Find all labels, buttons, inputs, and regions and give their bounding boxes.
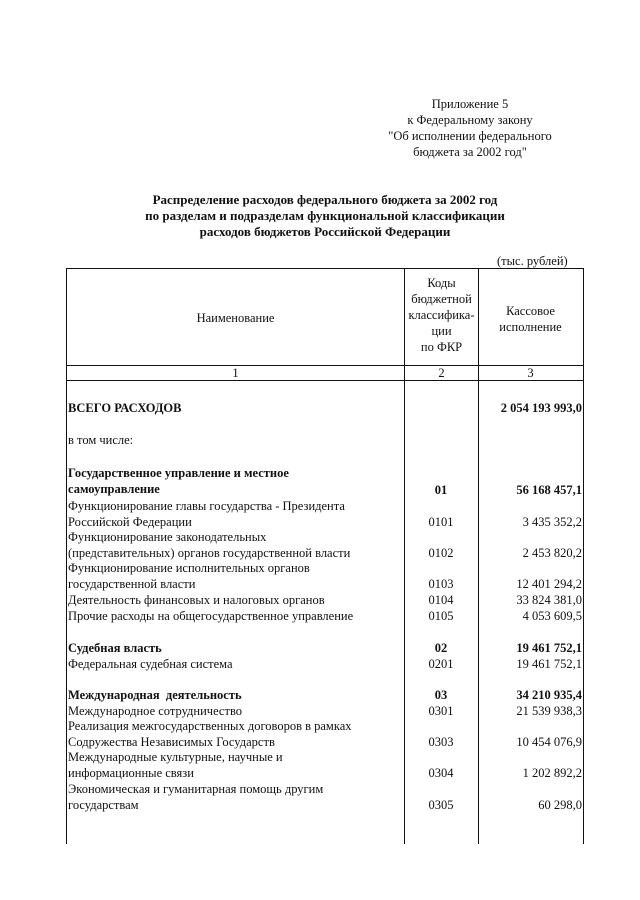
header-codes-line: ции bbox=[431, 324, 452, 338]
subsection-name-line: информационные связи bbox=[68, 765, 194, 780]
subsection-amount: 3 435 352,2 bbox=[522, 515, 582, 529]
section-code: 01 bbox=[434, 483, 448, 497]
title-line-3: расходов бюджетов Российской Федерации bbox=[199, 224, 451, 239]
section-name-line: Судебная власть bbox=[68, 641, 162, 655]
subsection-name bbox=[68, 719, 404, 750]
column-divider-2 bbox=[478, 269, 479, 844]
including-label: в том числе: bbox=[68, 433, 134, 447]
appendix-heading bbox=[370, 96, 570, 160]
subsection-code: 0104 bbox=[428, 593, 454, 607]
document-title bbox=[40, 192, 610, 240]
units-label: (тыс. рублей) bbox=[497, 254, 568, 268]
appendix-line-4: бюджета за 2002 год" bbox=[413, 145, 527, 159]
column-number-2: 2 bbox=[438, 366, 445, 380]
subsection-code: 0305 bbox=[428, 798, 454, 812]
subsection-amount: 60 298,0 bbox=[538, 798, 582, 812]
total-amount: 2 054 193 993,0 bbox=[500, 401, 582, 415]
subsection-amount: 2 453 820,2 bbox=[522, 546, 582, 560]
subsection-amount: 10 454 076,9 bbox=[516, 735, 582, 749]
column-number-1: 1 bbox=[232, 366, 239, 380]
subsection-name-line: Реализация межгосударственных договоров в рамках bbox=[68, 719, 352, 733]
appendix-line-1: Приложение 5 bbox=[431, 97, 509, 111]
header-codes-line: бюджетной bbox=[411, 292, 472, 306]
section-name-line: самоуправление bbox=[68, 481, 160, 496]
subsection-name bbox=[68, 657, 404, 673]
column-number-divider bbox=[67, 380, 583, 381]
subsection-code: 0304 bbox=[428, 766, 454, 780]
appendix-line-3: "Об исполнении федерального bbox=[388, 129, 552, 143]
section-name bbox=[68, 466, 404, 497]
subsection-name-line: Деятельность финансовых и налоговых органов bbox=[68, 593, 325, 607]
header-codes-line: Коды bbox=[427, 276, 456, 290]
subsection-name-line: Международное сотрудничество bbox=[68, 704, 243, 718]
subsection-name-line: Российской Федерации bbox=[68, 514, 192, 529]
subsection-code: 0303 bbox=[428, 735, 454, 749]
subsection-name-line: государствам bbox=[68, 797, 139, 812]
header-execution-line: Кассовое bbox=[506, 304, 555, 318]
header-execution bbox=[479, 303, 582, 335]
subsection-code: 0301 bbox=[428, 704, 454, 718]
subsection-name bbox=[68, 499, 404, 530]
subsection-name-line: Международные культурные, научные и bbox=[68, 750, 283, 764]
subsection-code: 0102 bbox=[428, 546, 454, 560]
subsection-name bbox=[68, 561, 404, 592]
subsection-name-line: Прочие расходы на общегосударственное управление bbox=[68, 609, 354, 623]
subsection-amount: 1 202 892,2 bbox=[522, 766, 582, 780]
subsection-name bbox=[68, 530, 404, 561]
subsection-amount: 21 539 938,3 bbox=[516, 704, 582, 718]
header-codes-line: по ФКР bbox=[420, 340, 463, 354]
subsection-name bbox=[68, 750, 404, 781]
subsection-name-line: Федеральная судебная система bbox=[68, 657, 233, 671]
header-execution-line: исполнение bbox=[499, 320, 562, 334]
subsection-name-line: государственной власти bbox=[68, 576, 196, 591]
subsection-amount: 4 053 609,5 bbox=[522, 609, 582, 623]
header-codes-line: классифика- bbox=[408, 308, 475, 322]
subsection-name-line: Функционирование законодательных bbox=[68, 530, 267, 544]
appendix-line-2: к Федеральному закону bbox=[407, 113, 533, 127]
subsection-code: 0101 bbox=[428, 515, 454, 529]
subsection-name-line: Экономическая и гуманитарная помощь другим bbox=[68, 782, 324, 796]
subsection-name bbox=[68, 704, 404, 720]
subsection-name-line: Функционирование исполнительных органов bbox=[68, 561, 310, 575]
subsection-name bbox=[68, 609, 404, 625]
section-name bbox=[68, 641, 404, 657]
subsection-name bbox=[68, 782, 404, 813]
section-name-line: Международная деятельность bbox=[68, 688, 242, 702]
subsection-code: 0105 bbox=[428, 609, 454, 623]
title-line-1: Распределение расходов федерального бюджета за 2002 год bbox=[152, 192, 498, 207]
section-amount: 56 168 457,1 bbox=[516, 483, 582, 497]
section-code: 03 bbox=[434, 688, 448, 702]
subsection-amount: 33 824 381,0 bbox=[516, 593, 582, 607]
section-name bbox=[68, 688, 404, 704]
subsection-amount: 12 401 294,2 bbox=[516, 577, 582, 591]
section-code: 02 bbox=[434, 641, 448, 655]
expenditure-table bbox=[66, 268, 584, 844]
subsection-name bbox=[68, 593, 404, 609]
subsection-name-line: (представительных) органов государственной власти bbox=[68, 545, 351, 560]
title-line-2: по разделам и подразделам функциональной классификации bbox=[145, 208, 505, 223]
section-amount: 19 461 752,1 bbox=[516, 641, 582, 655]
header-codes bbox=[405, 275, 478, 355]
header-name: Наименование bbox=[196, 311, 275, 325]
subsection-name-line: Содружества Независимых Государств bbox=[68, 734, 275, 749]
section-amount: 34 210 935,4 bbox=[516, 688, 582, 702]
subsection-name-line: Функционирование главы государства - Президента bbox=[68, 499, 345, 513]
section-name-line: Государственное управление и местное bbox=[68, 466, 289, 480]
subsection-code: 0201 bbox=[428, 657, 454, 671]
total-label: ВСЕГО РАСХОДОВ bbox=[68, 401, 182, 415]
subsection-code: 0103 bbox=[428, 577, 454, 591]
subsection-amount: 19 461 752,1 bbox=[516, 657, 582, 671]
column-number-3: 3 bbox=[527, 366, 534, 380]
